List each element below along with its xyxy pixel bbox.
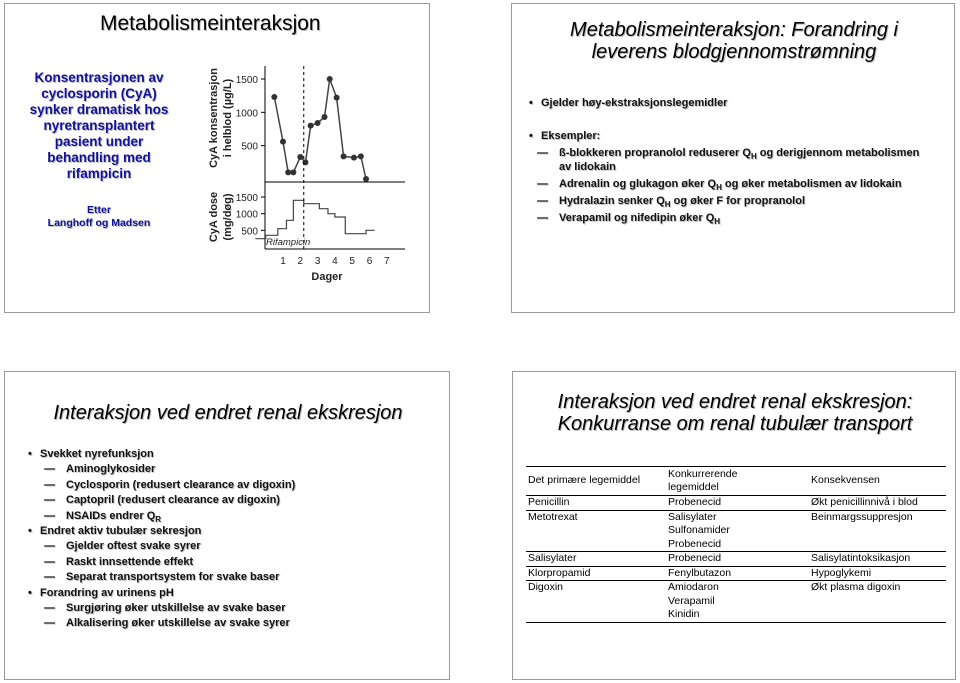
slide3-subitem: — NSAIDs endrer $Q_R$ xyxy=(44,509,162,524)
concentration-point xyxy=(351,155,357,161)
concentration-point xyxy=(271,94,277,100)
slide3-bullet: • Forandring av urinens pH xyxy=(28,586,174,599)
table-row xyxy=(526,510,946,552)
slide2-subitem: — Hydralazin senker $Q_H$ og øker F for propranolol xyxy=(537,195,806,210)
concentration-point xyxy=(285,169,291,175)
dose-line xyxy=(255,200,374,238)
table-cell-primary: Penicillin xyxy=(526,496,666,511)
bullet-dot-icon: • xyxy=(529,97,533,109)
table-header-cell: Konkurrerende legemiddel xyxy=(666,467,809,496)
slide2-title-line2: leverens blodgjennomstrømning xyxy=(591,41,877,63)
x-tick-label: 4 xyxy=(332,256,338,267)
bullet-dot-icon: • xyxy=(28,586,32,599)
table-header-row xyxy=(526,467,946,496)
concentration-point xyxy=(363,176,369,182)
slide3-subitem: — Surgjøring øker utskillelse av svake baser xyxy=(44,602,286,614)
dash-icon: — xyxy=(44,540,55,553)
slide2-subitem: — ß-blokkeren propranolol reduserer $Q_H$ og derigjennom metabolismen xyxy=(537,147,920,162)
dash-icon: — xyxy=(537,195,548,207)
slide2-subitem: — Verapamil og nifedipin øker $Q_H$ xyxy=(537,212,721,227)
dose-ylabel-line1: CyA dose xyxy=(208,191,220,243)
slide3-subitem: — Cyclosporin (redusert clearance av digoxin) xyxy=(44,478,296,491)
table-header-cell: Konsekvensen xyxy=(809,467,946,496)
table-cell-competing: Fenylbutazon xyxy=(666,566,809,581)
x-tick-label: 5 xyxy=(349,256,355,267)
concentration-point xyxy=(297,154,303,160)
table-cell-primary: Klorpropamid xyxy=(526,566,666,581)
concentration-point xyxy=(322,114,328,120)
dash-icon: — xyxy=(537,212,548,224)
slide1-ref-line1: Etter xyxy=(87,204,111,216)
slide4-title-line2: Konkurranse om renal tubulær transport xyxy=(557,413,913,435)
slide4-title-line1: Interaksjon ved endret renal ekskresjon: xyxy=(557,391,913,413)
conc-tick-label: 1000 xyxy=(235,108,258,120)
dash-icon: — xyxy=(44,602,55,614)
conc-ylabel-line2: i helblod (µg/L) xyxy=(222,78,234,158)
table-cell-consequence: Økt penicillinnivå i blod xyxy=(809,496,946,511)
concentration-point xyxy=(334,95,340,101)
slide2-subitem-cont: av lidokain xyxy=(559,161,616,173)
slide-tubulaer-transport xyxy=(512,371,956,680)
table-cell-competing: Salisylater Sulfonamider Probenecid xyxy=(666,510,809,552)
table-row xyxy=(526,552,946,567)
table-row xyxy=(526,496,946,511)
slide3-bullet: • Svekket nyrefunksjon xyxy=(28,448,154,460)
slide3-subitem: — Aminoglykosider xyxy=(44,463,156,476)
concentration-point xyxy=(290,169,296,175)
table-row xyxy=(526,566,946,581)
slide3-subitem: — Gjelder oftest svake syrer xyxy=(44,540,201,553)
bullet-dot-icon: • xyxy=(28,448,32,460)
table-cell-primary: Salisylater xyxy=(526,552,666,567)
table-row xyxy=(526,581,946,623)
rifampicin-label: Rifampicin xyxy=(266,237,311,248)
slide-renal-ekskresjon xyxy=(4,371,450,680)
dash-icon: — xyxy=(537,147,548,159)
slide2-bullet: • Gjelder høy-ekstraksjonslegemidler xyxy=(529,97,728,109)
concentration-point xyxy=(315,120,321,126)
x-tick-label: 1 xyxy=(280,256,286,267)
cya-chart xyxy=(5,4,431,314)
dash-icon: — xyxy=(44,494,55,507)
x-tick-label: 6 xyxy=(366,256,373,267)
slide2-bullet: • Eksempler: xyxy=(529,130,601,142)
dose-tick-label: 500 xyxy=(241,226,258,238)
x-tick-label: 7 xyxy=(384,256,390,267)
concentration-line xyxy=(274,79,366,179)
slide-metabolisme-chart xyxy=(4,3,430,313)
slide-blodgjennomstromning xyxy=(511,3,955,313)
table-cell-primary: Metotrexat xyxy=(526,510,666,552)
slide3-subitem: — Separat transportsystem for svake baser xyxy=(44,571,280,584)
concentration-point xyxy=(358,153,364,159)
concentration-point xyxy=(280,139,286,145)
concentration-point xyxy=(308,123,314,129)
table-cell-consequence: Beinmargssuppresjon xyxy=(809,510,946,552)
slide1-ref-line2: Langhoff og Madsen xyxy=(47,217,151,229)
slide2-title-line1: Metabolismeinteraksjon: Forandring i xyxy=(570,19,898,41)
table-cell-consequence: Salisylatintoksikasjon xyxy=(809,552,946,567)
dash-icon: — xyxy=(44,571,55,584)
table-cell-competing: Probenecid xyxy=(666,496,809,511)
table-cell-competing: Amiodaron Verapamil Kinidin xyxy=(666,581,809,623)
dash-icon: — xyxy=(537,178,548,190)
dose-ylabel-line2: (mg/døg) xyxy=(222,193,234,241)
concentration-point xyxy=(341,153,347,159)
table-cell-competing: Probenecid xyxy=(666,552,809,567)
slide3-title: Interaksjon ved endret renal ekskresjon xyxy=(53,402,403,424)
bullet-dot-icon: • xyxy=(529,130,533,142)
conc-tick-label: 500 xyxy=(241,141,258,153)
table-cell-consequence: Økt plasma digoxin xyxy=(809,581,946,623)
concentration-point xyxy=(327,76,333,82)
slide2-title xyxy=(512,19,956,63)
conc-tick-label: 1500 xyxy=(235,75,258,86)
conc-ylabel-line1: CyA konsentrasjon xyxy=(208,68,220,168)
slide3-subitem: — Raskt innsettende effekt xyxy=(44,555,194,568)
x-tick-label: 2 xyxy=(297,256,304,267)
table-header-cell: Det primære legemiddel xyxy=(526,467,666,496)
table-cell-primary: Digoxin xyxy=(526,581,666,623)
dose-tick-label: 1000 xyxy=(235,209,258,221)
chart-xlabel: Dager xyxy=(311,271,343,283)
dash-icon: — xyxy=(44,478,55,491)
slide3-subitem: — Captopril (redusert clearance av digoxin) xyxy=(44,494,280,507)
slide2-subitem: — Adrenalin og glukagon øker $Q_H$ og øker metabolismen av lidokain xyxy=(537,178,902,193)
slide3-bullet: • Endret aktiv tubulær sekresjon xyxy=(28,525,202,537)
slide4-title xyxy=(513,391,957,435)
dose-tick-label: 1500 xyxy=(235,193,258,204)
interaction-table xyxy=(526,466,946,623)
x-tick-label: 3 xyxy=(314,256,321,267)
dash-icon: — xyxy=(44,617,55,630)
bullet-dot-icon: • xyxy=(28,525,32,537)
slide1-title: Metabolismeinteraksjon xyxy=(100,12,321,35)
dash-icon: — xyxy=(44,555,55,568)
slide1-lead-text: Konsentrasjonen av cyclosporin (CyA) synker dramatisk hos nyretransplantert pasient under behandling med rifampicin xyxy=(29,70,169,181)
table-cell-consequence: Hypoglykemi xyxy=(809,566,946,581)
dash-icon: — xyxy=(44,509,55,522)
slide3-subitem: — Alkalisering øker utskillelse av svake syrer xyxy=(44,617,290,630)
dash-icon: — xyxy=(44,463,55,476)
